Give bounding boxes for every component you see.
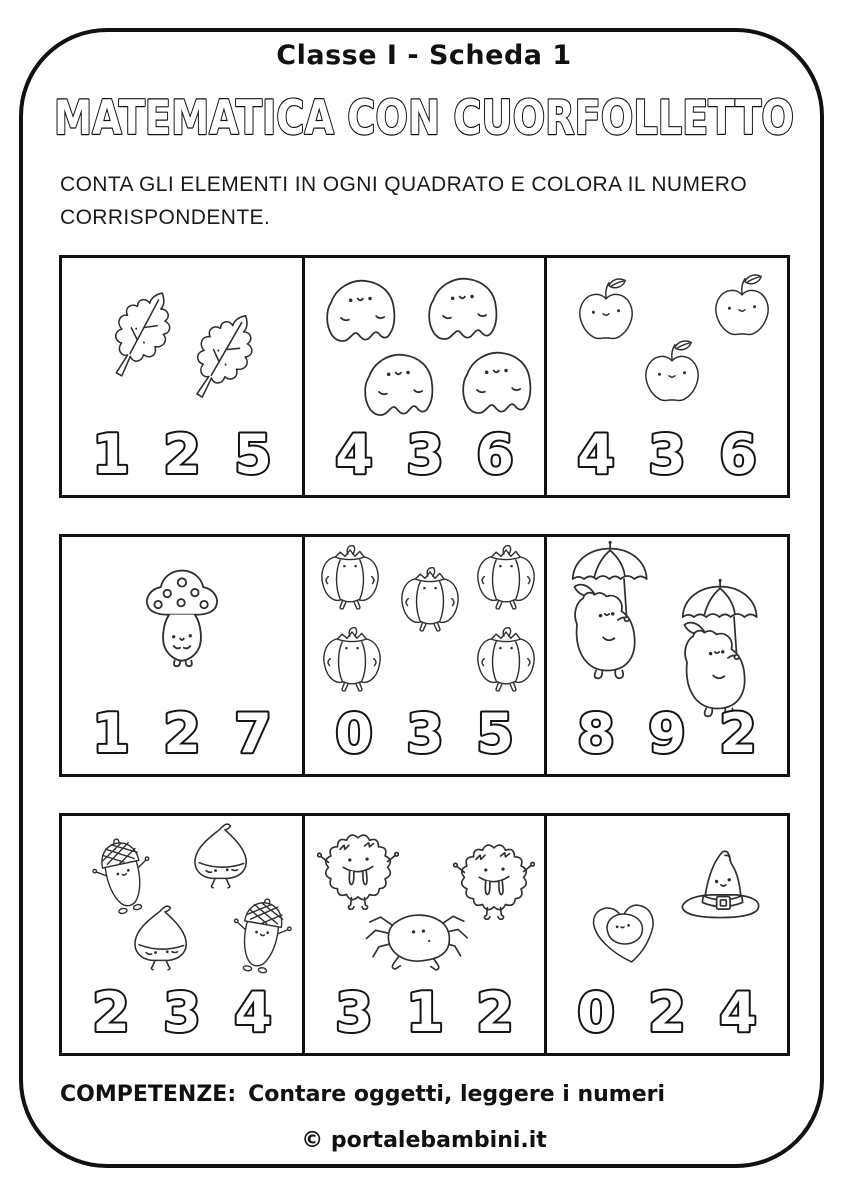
grid-row-3	[59, 813, 790, 1056]
mushroom-illustration	[62, 537, 302, 708]
number-options	[305, 981, 545, 1044]
svg-text:6: 6	[719, 423, 757, 486]
ghost-icon	[455, 342, 543, 422]
count-box-heart-hat	[547, 816, 787, 1053]
number-option[interactable]	[329, 981, 379, 1044]
svg-text:7: 7	[233, 702, 272, 765]
number-option[interactable]	[713, 702, 763, 765]
number-option[interactable]	[470, 423, 520, 486]
svg-text:6: 6	[476, 423, 515, 486]
monsters-illustration	[305, 816, 545, 987]
number-option[interactable]	[571, 423, 621, 486]
pumpkin-icon	[469, 625, 543, 695]
svg-text:0: 0	[334, 702, 373, 765]
pumpkin-icon	[315, 625, 389, 695]
number-options	[547, 423, 787, 486]
number-option[interactable]	[713, 981, 763, 1044]
count-box-pumpkins	[305, 537, 548, 774]
pumpkin-icon	[313, 543, 387, 613]
number-option[interactable]	[470, 981, 520, 1044]
number-options	[62, 423, 302, 486]
grid-row-2	[59, 534, 790, 777]
number-option[interactable]	[228, 423, 278, 486]
pumpkins-illustration	[305, 537, 545, 708]
number-options	[62, 702, 302, 765]
svg-text:4: 4	[233, 981, 272, 1044]
number-option[interactable]	[157, 981, 207, 1044]
number-options	[305, 702, 545, 765]
number-options	[305, 423, 545, 486]
number-option[interactable]	[642, 981, 692, 1044]
count-box-ghosts	[305, 258, 548, 495]
svg-text:4: 4	[577, 423, 616, 486]
number-option[interactable]	[86, 981, 136, 1044]
pears-illustration	[547, 537, 787, 708]
svg-text:2: 2	[163, 702, 201, 765]
number-option[interactable]	[571, 981, 621, 1044]
svg-text:2: 2	[92, 981, 130, 1044]
svg-text:9: 9	[648, 702, 686, 765]
svg-text:5: 5	[476, 702, 515, 765]
apple-icon	[635, 338, 709, 412]
number-option[interactable]	[329, 702, 379, 765]
heart-icon	[585, 898, 663, 968]
sheet-subtitle: Classe I - Scheda 1	[276, 40, 572, 71]
svg-text:3: 3	[334, 981, 373, 1044]
number-option[interactable]	[157, 423, 207, 486]
svg-text:3: 3	[405, 702, 444, 765]
competenze-line	[60, 1082, 665, 1107]
svg-text:0: 0	[577, 981, 616, 1044]
number-option[interactable]	[400, 702, 450, 765]
number-option[interactable]	[713, 423, 763, 486]
site-credit: © portalebambini.it	[301, 1128, 547, 1153]
main-title	[52, 90, 796, 146]
ghost-icon	[319, 270, 407, 350]
count-box-mushroom	[62, 537, 305, 774]
svg-text:MATEMATICA CON CUORFOLLETTO: MATEMATICA CON CUORFOLLETTO	[54, 91, 794, 146]
pear-umbrella-icon	[555, 539, 660, 687]
number-option[interactable]	[470, 702, 520, 765]
count-box-acorns	[62, 816, 305, 1053]
spider-icon	[357, 908, 475, 974]
svg-text:1: 1	[92, 423, 130, 486]
svg-text:1: 1	[405, 981, 444, 1044]
ghosts-illustration	[305, 258, 545, 429]
number-option[interactable]	[86, 702, 136, 765]
svg-text:2: 2	[719, 702, 757, 765]
svg-text:3: 3	[405, 423, 444, 486]
leaves-illustration	[62, 258, 302, 429]
number-options	[547, 981, 787, 1044]
witch-hat-icon	[673, 846, 767, 932]
number-options	[62, 981, 302, 1044]
number-option[interactable]	[400, 981, 450, 1044]
number-option[interactable]	[228, 981, 278, 1044]
apples-illustration	[547, 258, 787, 429]
svg-text:4: 4	[334, 423, 373, 486]
svg-text:2: 2	[476, 981, 515, 1044]
monster-icon	[317, 828, 399, 910]
svg-text:5: 5	[233, 423, 272, 486]
count-box-leaves	[62, 258, 305, 495]
mushroom-icon	[136, 565, 228, 668]
svg-text:3: 3	[163, 981, 201, 1044]
svg-text:2: 2	[648, 981, 686, 1044]
svg-text:3: 3	[648, 423, 686, 486]
number-option[interactable]	[642, 702, 692, 765]
number-option[interactable]	[157, 702, 207, 765]
count-box-apples	[547, 258, 787, 495]
acorn-icon	[224, 891, 299, 979]
chestnut-icon	[180, 822, 262, 894]
number-option[interactable]	[642, 423, 692, 486]
number-option[interactable]	[571, 702, 621, 765]
number-option[interactable]	[329, 423, 379, 486]
svg-text:4: 4	[719, 981, 757, 1044]
svg-text:2: 2	[163, 423, 201, 486]
chestnut-icon	[120, 904, 202, 976]
competenze-text: Contare oggetti, leggere i numeri	[248, 1082, 666, 1107]
number-option[interactable]	[400, 423, 450, 486]
svg-text:1: 1	[92, 702, 130, 765]
count-box-monsters	[305, 816, 548, 1053]
number-option[interactable]	[228, 702, 278, 765]
instructions-text: CONTA GLI ELEMENTI IN OGNI QUADRATO E COLORA IL NUMERO CORRISPONDENTE.	[60, 173, 748, 229]
count-box-pears	[547, 537, 787, 774]
pumpkin-icon	[469, 543, 543, 613]
number-options	[547, 702, 787, 765]
ghost-icon	[421, 268, 509, 348]
competenze-label: COMPETENZE:	[60, 1082, 237, 1107]
ghost-icon	[357, 344, 445, 424]
pumpkin-icon	[393, 565, 467, 635]
heart-hat-illustration	[547, 816, 787, 987]
apple-icon	[705, 272, 779, 346]
grid-row-1	[59, 255, 790, 498]
worksheet-grid	[59, 255, 790, 1056]
number-option[interactable]	[86, 423, 136, 486]
apple-icon	[569, 276, 643, 350]
svg-text:8: 8	[577, 702, 616, 765]
acorns-illustration	[62, 816, 302, 987]
